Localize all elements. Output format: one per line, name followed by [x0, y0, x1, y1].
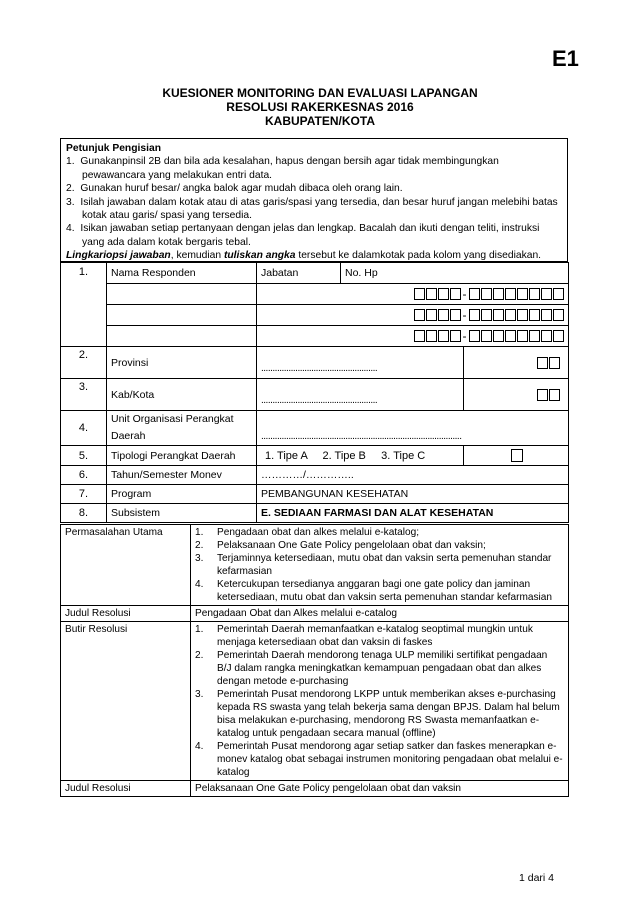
nama-field-3[interactable] — [107, 326, 257, 347]
butir-item-1: 1. Pemerintah Daerah memanfaatkan e-katalog seoptimal mungkin untuk menjaga ketersediaan obat dan vaksin di faskes — [195, 624, 533, 648]
instruction-item-3: 3. Isilah jawaban dalam kotak atau di atas garis/spasi yang tersedia, dan besar huruf jangan melebihi batas kotak atau garis/ spasi yang tersedia. — [66, 196, 558, 222]
col-nama-responden: Nama Responden — [107, 263, 257, 284]
q8-label: Subsistem — [107, 504, 257, 523]
instruction-item-1: 1. Gunakanpinsil 2B dan bila ada kesalahan, hapus dengan bersih agar tidak membingungkan pewawancara yang melakukan entri data. — [66, 156, 499, 181]
q1-number: 1. — [61, 263, 107, 347]
judul-resolusi-2-value: Pelaksanaan One Gate Policy pengelolaan obat dan vaksin — [191, 781, 569, 797]
permasalahan-label: Permasalahan Utama — [61, 525, 191, 606]
tipologi-code-box[interactable] — [464, 446, 569, 466]
butir-item-4: 4. Pemerintah Pusat mendorong agar setiap satker dan faskes menerapkan e-monev katalog obat sebagai instrumen monitoring pengadaan obat melalui e-katalog — [195, 741, 563, 778]
document-title — [60, 86, 580, 128]
resolution-table — [60, 524, 569, 797]
q4-number: 4. — [61, 411, 107, 446]
nama-field-2[interactable] — [107, 305, 257, 326]
instruction-item-2: 2. Gunakan huruf besar/ angka balok agar mudah dibaca oleh orang lain. — [66, 183, 403, 195]
tahun-semester-input[interactable]: …………/………….. — [257, 466, 569, 485]
instruction-item-4: 4. Isikan jawaban setiap pertanyaan dengan jelas dan lengkap. Bacalah dan ikuti dengan teliti, instruksi yang ada dalam kotak bergaris tebal. — [66, 223, 540, 248]
hp-digits-2[interactable]: - — [257, 305, 569, 326]
butir-resolusi-list — [191, 622, 569, 781]
judul-resolusi-1-label: Judul Resolusi — [61, 606, 191, 622]
q4-label: Unit Organisasi Perangkat Daerah — [107, 411, 257, 446]
q5-number: 5. — [61, 446, 107, 466]
kabkota-code-boxes[interactable] — [464, 379, 569, 411]
unit-organisasi-input[interactable]: ........................................................................................ — [257, 411, 569, 446]
title-line-1: KUESIONER MONITORING DAN EVALUASI LAPANGAN — [162, 86, 478, 100]
permasalahan-item-4: 4. Ketercukupan tersedianya anggaran bagi one gate policy dan jaminan ketersediaan, mutu obat dan vaksin serta pemenuhan standar kefarmasian — [195, 579, 552, 603]
nama-field-1[interactable] — [107, 284, 257, 305]
instructions-box — [60, 138, 568, 262]
q7-number: 7. — [61, 485, 107, 504]
q2-label: Provinsi — [107, 347, 257, 379]
permasalahan-item-1: 1. Pengadaan obat dan alkes melalui e-katalog; — [195, 527, 420, 538]
title-line-3: KABUPATEN/KOTA — [265, 114, 375, 128]
permasalahan-list — [191, 525, 569, 606]
title-line-2: RESOLUSI RAKERKESNAS 2016 — [226, 100, 414, 114]
provinsi-input[interactable]: ................................................... — [257, 347, 464, 379]
kabkota-input[interactable]: ................................................... — [257, 379, 464, 411]
q6-number: 6. — [61, 466, 107, 485]
butir-resolusi-label: Butir Resolusi — [61, 622, 191, 781]
provinsi-code-boxes[interactable] — [464, 347, 569, 379]
q7-label: Program — [107, 485, 257, 504]
judul-resolusi-1-value: Pengadaan Obat dan Alkes melalui e-catalog — [191, 606, 569, 622]
butir-item-3: 3. Pemerintah Pusat mendorong LKPP untuk memberikan akses e-purchasing kepada RS swasta yang telah bekerja sama dengan BPJS. Dalam hal belum bisa melakukan e-purchasing, mendorong RS Swasta memanfaatkan e-katalog untuk pengadaan secara manual (offline) — [195, 689, 560, 739]
q6-label: Tahun/Semester Monev — [107, 466, 257, 485]
q3-number: 3. — [61, 379, 107, 411]
q2-number: 2. — [61, 347, 107, 379]
judul-resolusi-2-label: Judul Resolusi — [61, 781, 191, 797]
instructions-heading: Petunjuk Pengisian — [66, 143, 161, 154]
hp-digits-1[interactable]: - — [257, 284, 569, 305]
document-code: E1 — [552, 46, 579, 71]
q8-number: 8. — [61, 504, 107, 523]
col-no-hp: No. Hp — [341, 263, 569, 284]
q3-label: Kab/Kota — [107, 379, 257, 411]
permasalahan-item-2: 2. Pelaksanaan One Gate Policy pengelolaan obat dan vaksin; — [195, 540, 486, 551]
program-value: PEMBANGUNAN KESEHATAN — [257, 485, 569, 504]
permasalahan-item-3: 3. Terjaminnya ketersediaan, mutu obat dan vaksin serta pemenuhan standar kefarmasian — [195, 553, 552, 577]
page-number: 1 dari 4 — [519, 872, 555, 884]
tipologi-options[interactable]: 1. Tipe A 2. Tipe B 3. Tipe C — [257, 446, 464, 466]
hp-digits-3[interactable]: - — [257, 326, 569, 347]
butir-item-2: 2. Pemerintah Daerah mendorong tenaga ULP memiliki sertifikat pengadaan B/J dalam rangka meningkatkan kemampuan pengadaan obat dan alkes dengan metode e-purchasing — [195, 650, 548, 687]
q5-label: Tipologi Perangkat Daerah — [107, 446, 257, 466]
subsistem-value: E. SEDIAAN FARMASI DAN ALAT KESEHATAN — [257, 504, 569, 523]
col-jabatan: Jabatan — [257, 263, 341, 284]
respondent-form — [60, 262, 569, 523]
instruction-final-note: Lingkariopsi jawaban, kemudian tuliskan angka tersebut ke dalamkotak pada kolom yang disediakan. — [66, 250, 542, 262]
